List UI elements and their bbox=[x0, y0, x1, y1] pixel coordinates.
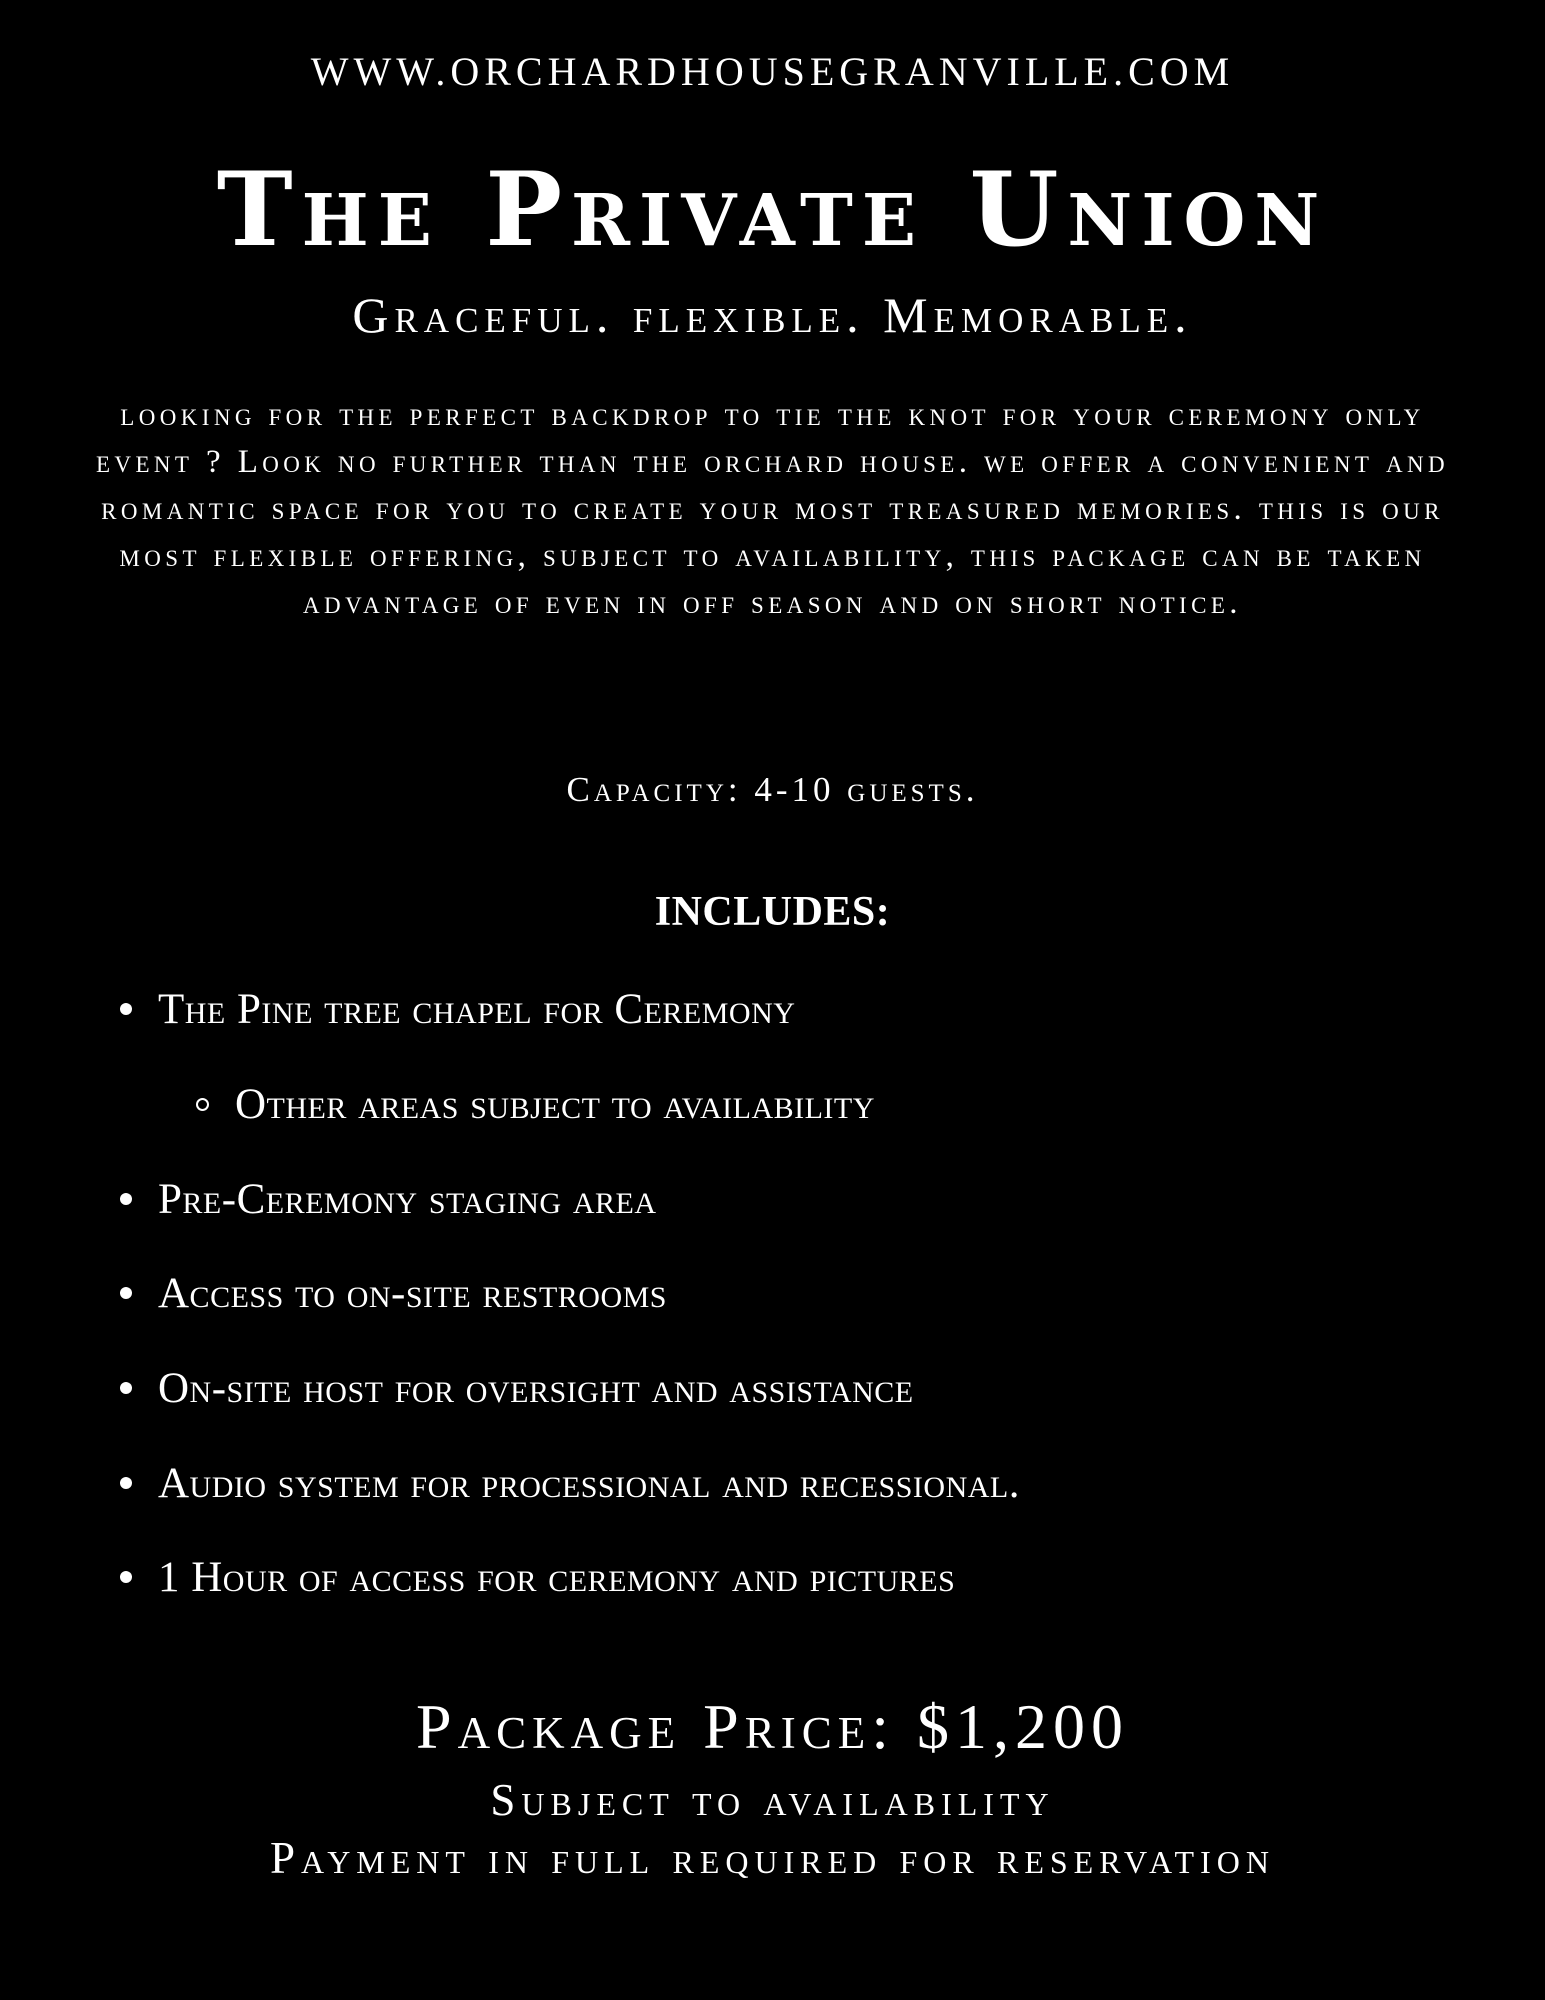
list-item bbox=[120, 984, 795, 1036]
list-item bbox=[120, 1458, 1020, 1510]
includes-heading: INCLUDES: bbox=[654, 889, 891, 935]
website-url[interactable]: WWW.ORCHARDHOUSEGRANVILLE.COM bbox=[310, 49, 1235, 94]
bullet-icon bbox=[120, 1003, 132, 1015]
list-item bbox=[120, 1268, 667, 1320]
description-paragraph: looking for the perfect backdrop to tie the knot for your ceremony only event ? Look no further than the orchard house. we offer a convenient and romantic space for you to create your most treasured memories. this is our most flexible offering, subject to availability, this package can be taken advantage of even in off season and on short notice. bbox=[95, 397, 1450, 621]
list-item-label: Access to on-site restrooms bbox=[158, 1270, 667, 1317]
hollow-bullet-icon bbox=[196, 1098, 209, 1111]
list-item-label: On-site host for oversight and assistance bbox=[158, 1365, 914, 1412]
bullet-icon bbox=[120, 1571, 132, 1583]
list-item-label: 1 Hour of access for ceremony and pictures bbox=[158, 1554, 956, 1601]
list-item-label: The Pine tree chapel for Ceremony bbox=[158, 986, 796, 1033]
bullet-icon bbox=[120, 1382, 132, 1394]
bullet-icon bbox=[120, 1193, 132, 1205]
bullet-icon bbox=[120, 1477, 132, 1489]
list-item bbox=[120, 1552, 955, 1604]
capacity-text: Capacity: 4-10 guests. bbox=[566, 770, 979, 809]
availability-note: Subject to availability bbox=[490, 1775, 1055, 1825]
list-item-label: Other areas subject to availability bbox=[235, 1081, 875, 1128]
list-item-label: Pre-Ceremony staging area bbox=[158, 1176, 657, 1223]
bullet-icon bbox=[120, 1287, 132, 1299]
sub-list-item bbox=[196, 1079, 875, 1131]
tagline: Graceful. flexible. Memorable. bbox=[352, 287, 1193, 343]
list-item bbox=[120, 1363, 914, 1415]
package-price: Package Price: $1,200 bbox=[416, 1691, 1129, 1762]
list-item bbox=[120, 1174, 657, 1226]
page-title: The Private Union bbox=[216, 150, 1329, 270]
list-item-label: Audio system for processional and recessional. bbox=[158, 1460, 1020, 1507]
payment-note: Payment in full required for reservation bbox=[270, 1833, 1275, 1883]
